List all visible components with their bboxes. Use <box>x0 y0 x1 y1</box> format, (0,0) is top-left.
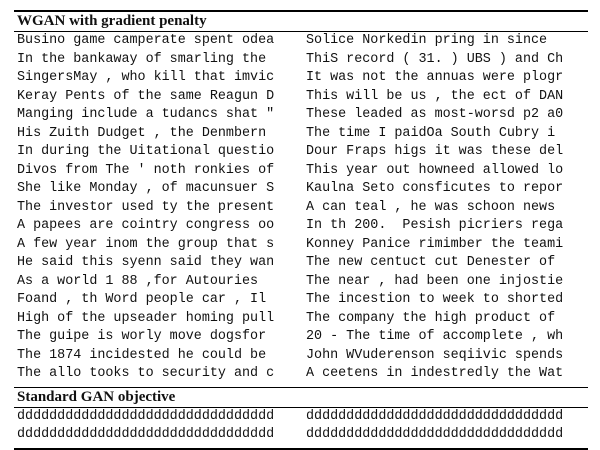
sample-line: Foand , th Word people car , Il <box>17 292 267 307</box>
sample-line: dddddddddddddddddddddddddddddddd <box>17 427 275 442</box>
sample-line: The time I paidOa South Cubry i <box>306 125 556 141</box>
sample-line: He said this syenn said they wan <box>17 255 275 270</box>
sample-line: She like Monday , of macunsuer S <box>17 181 275 196</box>
standard-gan-left-column <box>17 408 304 445</box>
sample-line: This year out howneed allowed lo <box>306 162 564 178</box>
wgan-samples <box>14 32 588 384</box>
sample-line: Konney Panice rimimber the teami <box>306 236 564 252</box>
sample-line: As a world 1 88 ,for Autouries <box>17 273 259 289</box>
sample-line: The 1874 incidested he could be <box>17 347 267 363</box>
sample-line: In the bankaway of smarling the <box>17 51 267 67</box>
sample-line: In during the Uitational questio <box>17 144 275 159</box>
sample-line: Busino game camperate spent odea <box>17 33 275 48</box>
sample-line: Manging include a tudancs shat " <box>17 107 275 122</box>
sample-line: The near , had been one injostie <box>306 273 564 289</box>
sample-line: This will be us , the ect of DAN <box>306 88 564 104</box>
sample-line: Divos from The ' noth ronkies of <box>17 162 275 178</box>
sample-line: These leaded as most-worsd p2 a0 <box>306 107 564 122</box>
wgan-right-column <box>306 32 593 384</box>
standard-gan-samples <box>14 408 588 445</box>
sample-line: John WVuderenson seqiivic spends <box>306 347 564 363</box>
standard-gan-right-column <box>306 408 593 445</box>
sample-line: A can teal , he was schoon news <box>306 199 556 215</box>
sample-line: 20 - The time of accomplete , wh <box>306 329 564 344</box>
sample-line: Kaulna Seto consficutes to repor <box>306 181 564 196</box>
sample-line: A few year inom the group that s <box>17 236 275 252</box>
sample-line: The investor used ty the present <box>17 199 275 215</box>
sample-line: Dour Fraps higs it was these del <box>306 144 564 159</box>
sample-line: The allo tooks to security and c <box>17 366 275 381</box>
sample-line: His Zuith Dudget , the Denmbern <box>17 125 267 141</box>
section-title-standard-gan: Standard GAN objective <box>17 388 176 405</box>
sample-line: In th 200. Pesish picriers rega <box>306 218 564 233</box>
sample-line: dddddddddddddddddddddddddddddddd <box>306 427 564 442</box>
section-title-wgan: WGAN with gradient penalty <box>17 13 207 29</box>
sample-line: dddddddddddddddddddddddddddddddd <box>17 408 275 424</box>
sample-line: The company the high product of <box>306 310 556 326</box>
sample-line: A ceetens in indestredly the Wat <box>306 366 564 381</box>
sample-line: The incestion to week to shorted <box>306 292 564 307</box>
wgan-left-column <box>17 32 304 384</box>
sample-line: Solice Norkedin pring in since <box>306 33 548 48</box>
sample-line: A papees are cointry congress oo <box>17 218 275 233</box>
sample-line: dddddddddddddddddddddddddddddddd <box>306 408 564 424</box>
sample-line: The new centuct cut Denester of <box>306 255 556 270</box>
sample-line: It was not the annuas were plogr <box>306 70 564 85</box>
bottom-rule <box>14 448 588 450</box>
sample-line: High of the upseader homing pull <box>17 310 275 326</box>
sample-line: Keray Pents of the same Reagun D <box>17 88 275 104</box>
samples-table <box>14 10 588 450</box>
sample-line: The guipe is worly move dogsfor <box>17 329 267 344</box>
sample-line: ThiS record ( 31. ) UBS ) and Ch <box>306 51 564 67</box>
sample-line: SingersMay , who kill that imvic <box>17 70 275 85</box>
